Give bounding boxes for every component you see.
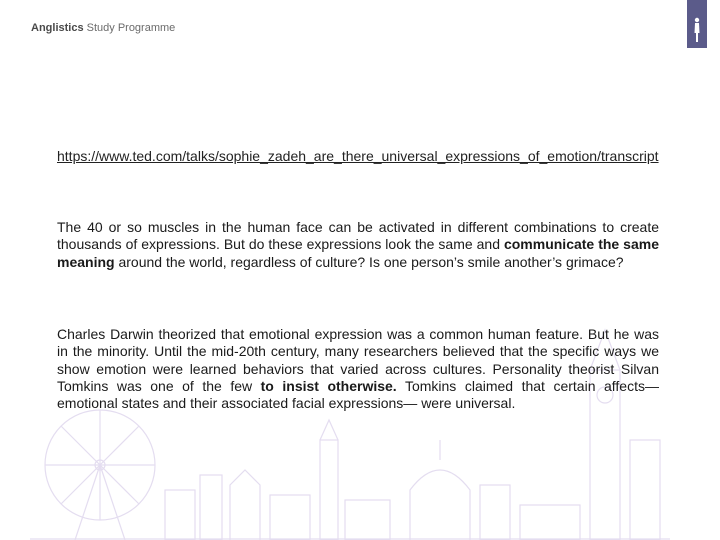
page-header (31, 22, 175, 34)
transcript-link[interactable]: https://www.ted.com/talks/sophie_zadeh_are_there_universal_expressions_of_emotion/transcript (57, 148, 659, 164)
header-brand: Anglistics (31, 22, 84, 34)
paragraph-2-text-b: Tomkins claimed that certain affects— emotional states and their associated facial expressions— were universal. (57, 377, 659, 412)
paragraph-2-text-a: Charles Darwin theorized that emotional expression was a common human feature. But he was in the minority. Until the mid-20th century, many researchers believed that the specific ways we show emotion were learned behaviors that varied across cultures. Personality theorist Silvan Tomkins was one of the few (57, 326, 659, 394)
paragraph-1-text-b: around the world, regardless of culture? Is one person’s smile another’s grimace? (114, 253, 624, 270)
figure-icon (687, 0, 707, 48)
logo (687, 0, 707, 48)
paragraph-1 (57, 219, 659, 271)
paragraph-2-bold: to insist otherwise. (260, 377, 397, 394)
paragraph-1-text-a: The 40 or so muscles in the human face can be activated in different combinations to create thousands of expressions. But do these expressions look the same and (57, 219, 659, 253)
paragraph-2 (57, 326, 659, 412)
header-subtitle: Study Programme (83, 22, 176, 34)
paragraph-1-bold: communicate the same meaning (57, 236, 659, 270)
